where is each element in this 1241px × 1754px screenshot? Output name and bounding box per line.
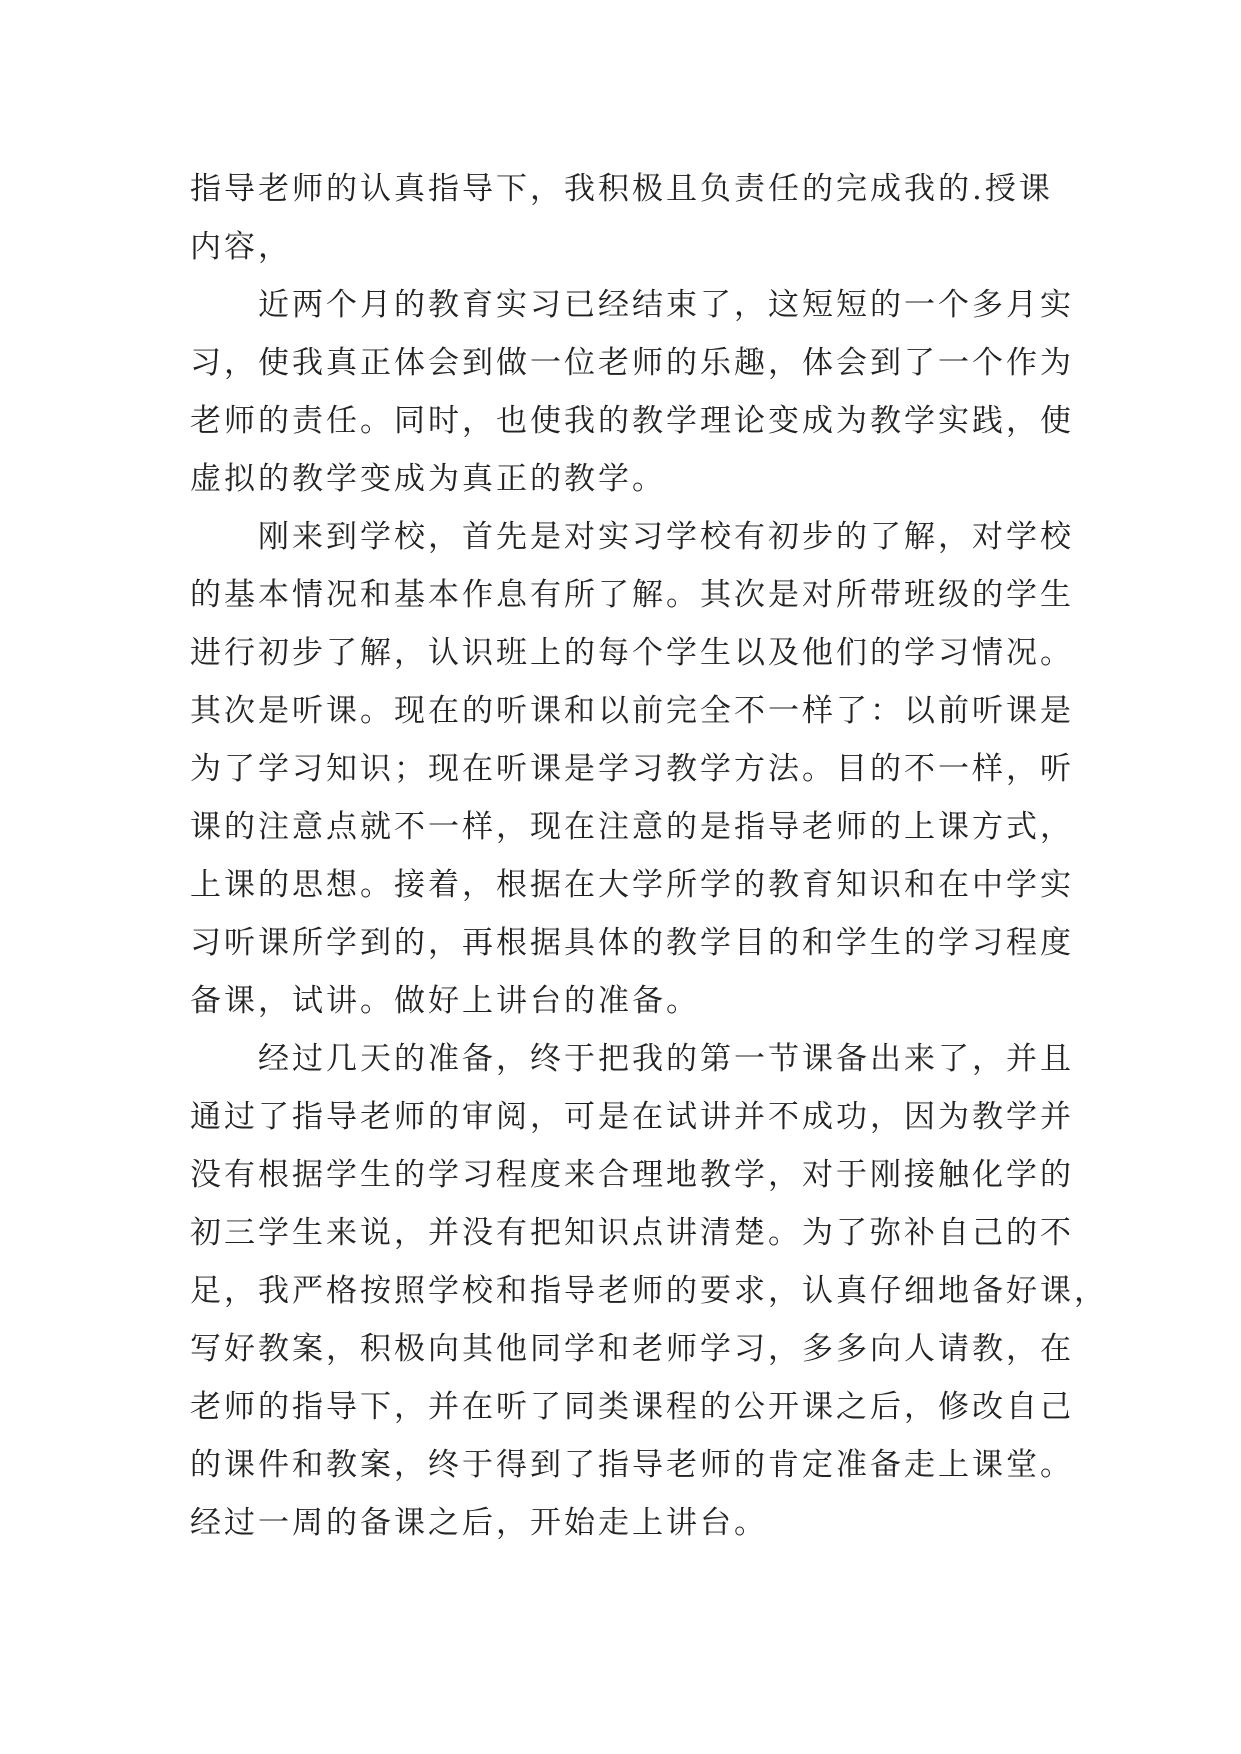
text-line: 的课件和教案，终于得到了指导老师的肯定准备走上课堂。 bbox=[190, 1447, 1074, 1483]
text-line: 初三学生来说，并没有把知识点讲清楚。为了弥补自己的不 bbox=[190, 1215, 1074, 1251]
text-line: 通过了指导老师的审阅，可是在试讲并不成功，因为教学并 bbox=[190, 1099, 1074, 1135]
text-line: 习，使我真正体会到做一位老师的乐趣，体会到了一个作为 bbox=[190, 345, 1074, 381]
text-line: 为了学习知识；现在听课是学习教学方法。目的不一样，听 bbox=[190, 751, 1074, 787]
text-line: 足，我严格按照学校和指导老师的要求，认真仔细地备好课， bbox=[190, 1273, 1108, 1309]
text-line: 其次是听课。现在的听课和以前完全不一样了：以前听课是 bbox=[190, 693, 1074, 729]
text-line: 习听课所学到的，再根据具体的教学目的和学生的学习程度 bbox=[190, 925, 1074, 961]
text-line: 虚拟的教学变成为真正的教学。 bbox=[190, 461, 666, 497]
text-line: 老师的指导下，并在听了同类课程的公开课之后，修改自己 bbox=[190, 1389, 1074, 1425]
text-line: 上课的思想。接着，根据在大学所学的教育知识和在中学实 bbox=[190, 867, 1074, 903]
text-line: 没有根据学生的学习程度来合理地教学，对于刚接触化学的 bbox=[190, 1157, 1074, 1193]
text-line: 近两个月的教育实习已经结束了，这短短的一个多月实 bbox=[190, 287, 1074, 323]
text-line: 经过一周的备课之后，开始走上讲台。 bbox=[190, 1505, 768, 1541]
text-line: 课的注意点就不一样，现在注意的是指导老师的上课方式， bbox=[190, 809, 1074, 845]
text-line: 的基本情况和基本作息有所了解。其次是对所带班级的学生 bbox=[190, 577, 1074, 613]
text-line: 指导老师的认真指导下，我积极且负责任的完成我的.授课 bbox=[190, 171, 1053, 207]
body-text bbox=[190, 160, 1108, 1552]
text-line: 写好教案，积极向其他同学和老师学习，多多向人请教，在 bbox=[190, 1331, 1074, 1367]
text-line: 内容， bbox=[190, 229, 292, 265]
text-line: 备课，试讲。做好上讲台的准备。 bbox=[190, 983, 700, 1019]
text-line: 进行初步了解，认识班上的每个学生以及他们的学习情况。 bbox=[190, 635, 1074, 671]
text-line: 经过几天的准备，终于把我的第一节课备出来了，并且 bbox=[190, 1041, 1074, 1077]
text-line: 老师的责任。同时，也使我的教学理论变成为教学实践，使 bbox=[190, 403, 1074, 439]
text-line: 刚来到学校，首先是对实习学校有初步的了解，对学校 bbox=[190, 519, 1074, 555]
